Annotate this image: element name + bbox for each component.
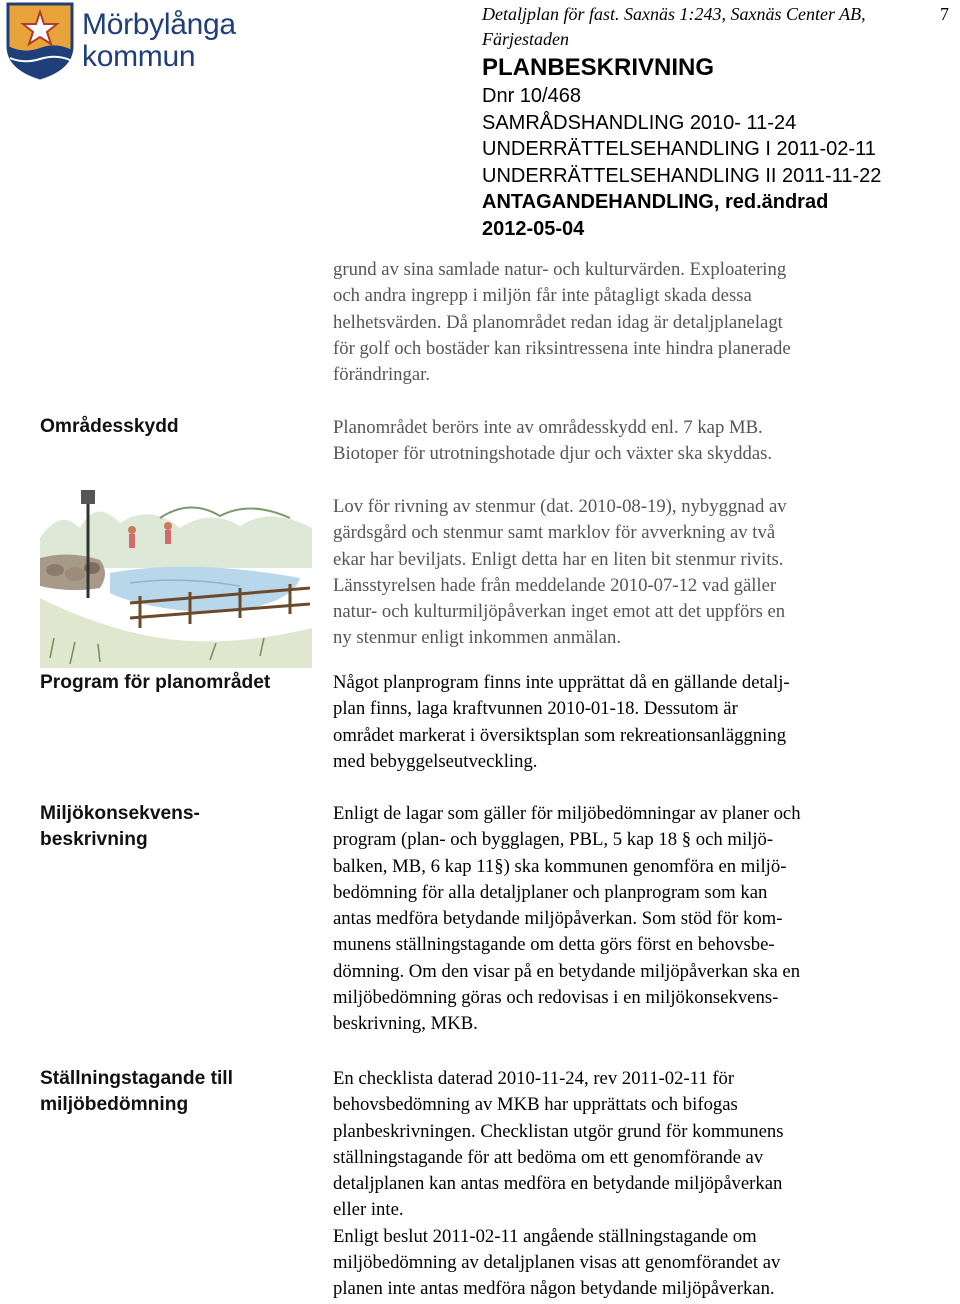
text-line: förändringar. bbox=[333, 364, 431, 386]
logo-text-line1: Mörbylånga bbox=[82, 8, 236, 41]
text-line: ekar har beviljats. Enligt detta har en liten bit stenmur rivits. bbox=[333, 548, 784, 570]
heading-program: Program för planområdet bbox=[40, 672, 271, 693]
text-line: ställningstagande för att bedöma om ett genomförande av bbox=[333, 1146, 764, 1168]
text-line: behovsbedömning av MKB har upprättats och bifogas bbox=[333, 1094, 738, 1116]
text-line: gärdsgård och stenmur samt marklov för avverkning av två bbox=[333, 522, 776, 544]
text-line: natur- och kulturmiljöpåverkan inget emot att det uppförs en bbox=[333, 601, 786, 623]
intro-paragraph bbox=[333, 257, 943, 388]
text-line: och andra ingrepp i miljön får inte påtagligt skada dessa bbox=[333, 285, 752, 307]
municipality-logo bbox=[4, 2, 244, 80]
coat-of-arms-icon bbox=[4, 2, 76, 80]
text-line: planbeskrivningen. Checklistan utgör grund för kommunens bbox=[333, 1120, 784, 1142]
text-line: eller inte. bbox=[333, 1199, 404, 1221]
text-line: Planområdet berörs inte av områdesskydd enl. 7 kap MB. bbox=[333, 417, 763, 438]
text-line: ny stenmur enligt inkommen anmälan. bbox=[333, 627, 622, 649]
text-line: Lov för rivning av stenmur (dat. 2010-08-19), nybyggnad av bbox=[333, 496, 787, 517]
omradesskydd-paragraph bbox=[333, 415, 943, 468]
text-line: helhetsvärden. Då planområdet redan idag är detaljplanelagt bbox=[333, 311, 783, 333]
text-line: plan finns, laga kraftvunnen 2010-01-18. Dessutom är bbox=[333, 698, 738, 720]
heading-line: Miljökonsekvens- bbox=[40, 803, 200, 824]
text-line: miljöbedömning av detaljplanen visas att genomförandet av bbox=[333, 1252, 781, 1274]
heading-line: Ställningstagande till bbox=[40, 1068, 233, 1089]
text-line: Länsstyrelsen hade från meddelande 2010-07-12 vad gäller bbox=[333, 574, 777, 596]
text-line: beskrivning, MKB. bbox=[333, 1013, 478, 1035]
page-number: 7 bbox=[940, 4, 949, 24]
text-line: Något planprogram finns inte upprättat då en gällande detalj- bbox=[333, 672, 790, 693]
landscape-sketch-image bbox=[40, 478, 312, 668]
stage-antagande-date: 2012-05-04 bbox=[482, 217, 585, 240]
heading-stallningstagande bbox=[40, 1066, 310, 1118]
stallningstagande-paragraph bbox=[333, 1066, 943, 1303]
heading-line: miljöbedömning bbox=[40, 1094, 189, 1115]
heading-line: beskrivning bbox=[40, 829, 148, 850]
text-line: program (plan- och bygglagen, PBL, 5 kap 18 § och miljö- bbox=[333, 829, 774, 851]
text-line: Biotoper för utrotningshotade djur och växter ska skyddas. bbox=[333, 443, 773, 465]
text-line: grund av sina samlade natur- och kulturvärden. Exploatering bbox=[333, 259, 787, 280]
text-line: Enligt beslut 2011-02-11 angående ställningstagande om bbox=[333, 1225, 757, 1247]
text-line: med bebyggelseutveckling. bbox=[333, 750, 538, 772]
stage-underrattelse-1: UNDERRÄTTELSEHANDLING I 2011-02-11 bbox=[482, 138, 876, 160]
text-line: munens ställningstagande om detta görs först en behovsbe- bbox=[333, 934, 775, 956]
document-header bbox=[482, 2, 942, 242]
stage-antagande: ANTAGANDEHANDLING, red.ändrad bbox=[482, 191, 829, 213]
stage-underrattelse-2: UNDERRÄTTELSEHANDLING II 2011-11-22 bbox=[482, 164, 882, 187]
stage-samrad: SAMRÅDSHANDLING 2010- 11-24 bbox=[482, 111, 797, 134]
text-line: detaljplanen kan antas medföra en betydande miljöpåverkan bbox=[333, 1173, 783, 1195]
heading-omradesskydd: Områdesskydd bbox=[40, 416, 179, 437]
text-line: dömning. Om den visar på en betydande miljöpåverkan ska en bbox=[333, 960, 801, 982]
text-line: balken, MB, 6 kap 11§) ska kommunen genomföra en miljö- bbox=[333, 855, 787, 877]
text-line: planen inte antas medföra någon betydande miljöpåverkan. bbox=[333, 1278, 775, 1300]
text-line: En checklista daterad 2010-11-24, rev 2011-02-11 för bbox=[333, 1068, 735, 1089]
project-title: Detaljplan för fast. Saxnäs 1:243, Saxnäs Center AB, Färjestaden bbox=[482, 4, 866, 49]
diary-number: Dnr 10/468 bbox=[482, 85, 581, 107]
text-line: bedömning för alla detaljplaner och planprogram som kan bbox=[333, 881, 768, 903]
mkb-paragraph bbox=[333, 801, 943, 1038]
text-line: Enligt de lagar som gäller för miljöbedömningar av planer och bbox=[333, 803, 801, 824]
program-paragraph bbox=[333, 670, 943, 775]
text-line: antas medföra betydande miljöpåverkan. Som stöd för kom- bbox=[333, 908, 783, 930]
text-line: området markerat i översiktsplan som rekreationsanläggning bbox=[333, 724, 787, 746]
text-line: för golf och bostäder kan riksintressena inte hindra planerade bbox=[333, 337, 791, 359]
document-type: PLANBESKRIVNING bbox=[482, 54, 715, 81]
text-line: miljöbedömning göras och redovisas i en miljökonsekvens- bbox=[333, 987, 779, 1009]
logo-text-line2: kommun bbox=[82, 40, 196, 73]
stenmur-paragraph bbox=[333, 494, 943, 652]
heading-mkb bbox=[40, 801, 310, 853]
